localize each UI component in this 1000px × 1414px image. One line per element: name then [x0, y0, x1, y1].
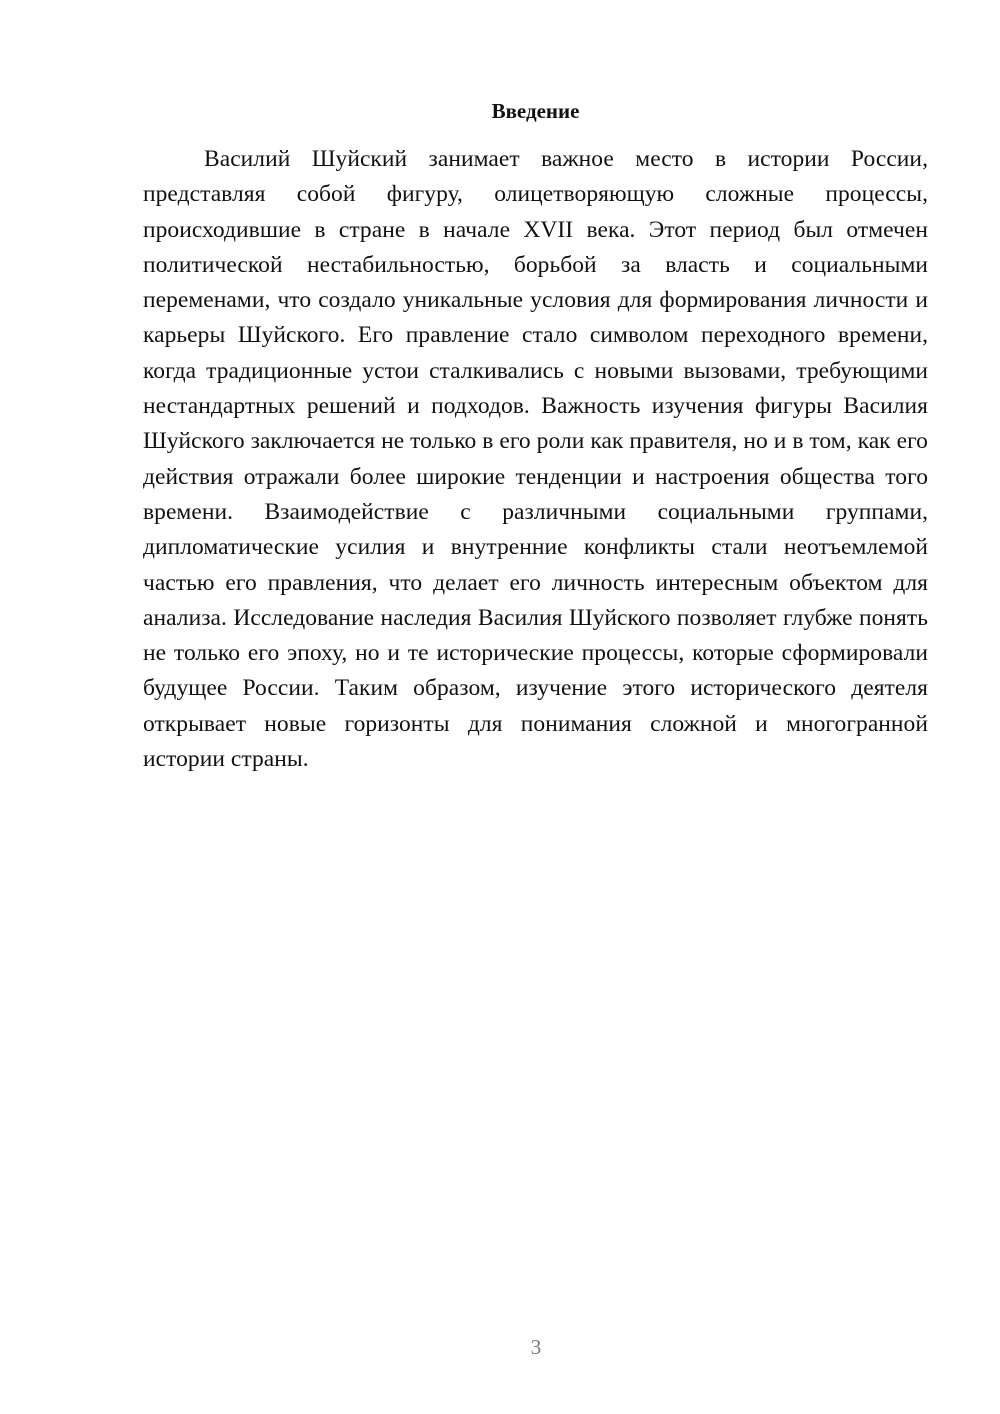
section-heading: Введение [491, 99, 580, 123]
page-number: 3 [530, 1335, 542, 1359]
body-paragraph: Василий Шуйский занимает важное место в истории России, представляя собой фигуру, олицетворяющую сложные процессы, происходившие в стране в начале XVII века. Этот период был отмечен политической нестабильностью, борьбой за власть и социальными переменами, что создало уникальные условия для формирования личности и карьеры Шуйского. Его правление стало символом переходного времени, когда традиционные устои сталкивались с новыми вызовами, требующими нестандартных решений и подходов. Важность изучения фигуры Василия Шуйского заключается не только в его роли как правителя, но и в том, как его действия отражали более широкие тенденции и настроения общества того времени. Взаимодействие с различными социальными группами, дипломатические усилия и внутренние конфликты стали неотъемлемой частью его правления, что делает его личность интересным объектом для анализа. Исследование наследия Василия Шуйского позволяет глубже понять не только его эпоху, но и те исторические процессы, которые сформировали будущее России. Таким образом, изучение этого исторического деятеля открывает новые горизонты для понимания сложной и многогранной истории страны. [143, 146, 928, 773]
